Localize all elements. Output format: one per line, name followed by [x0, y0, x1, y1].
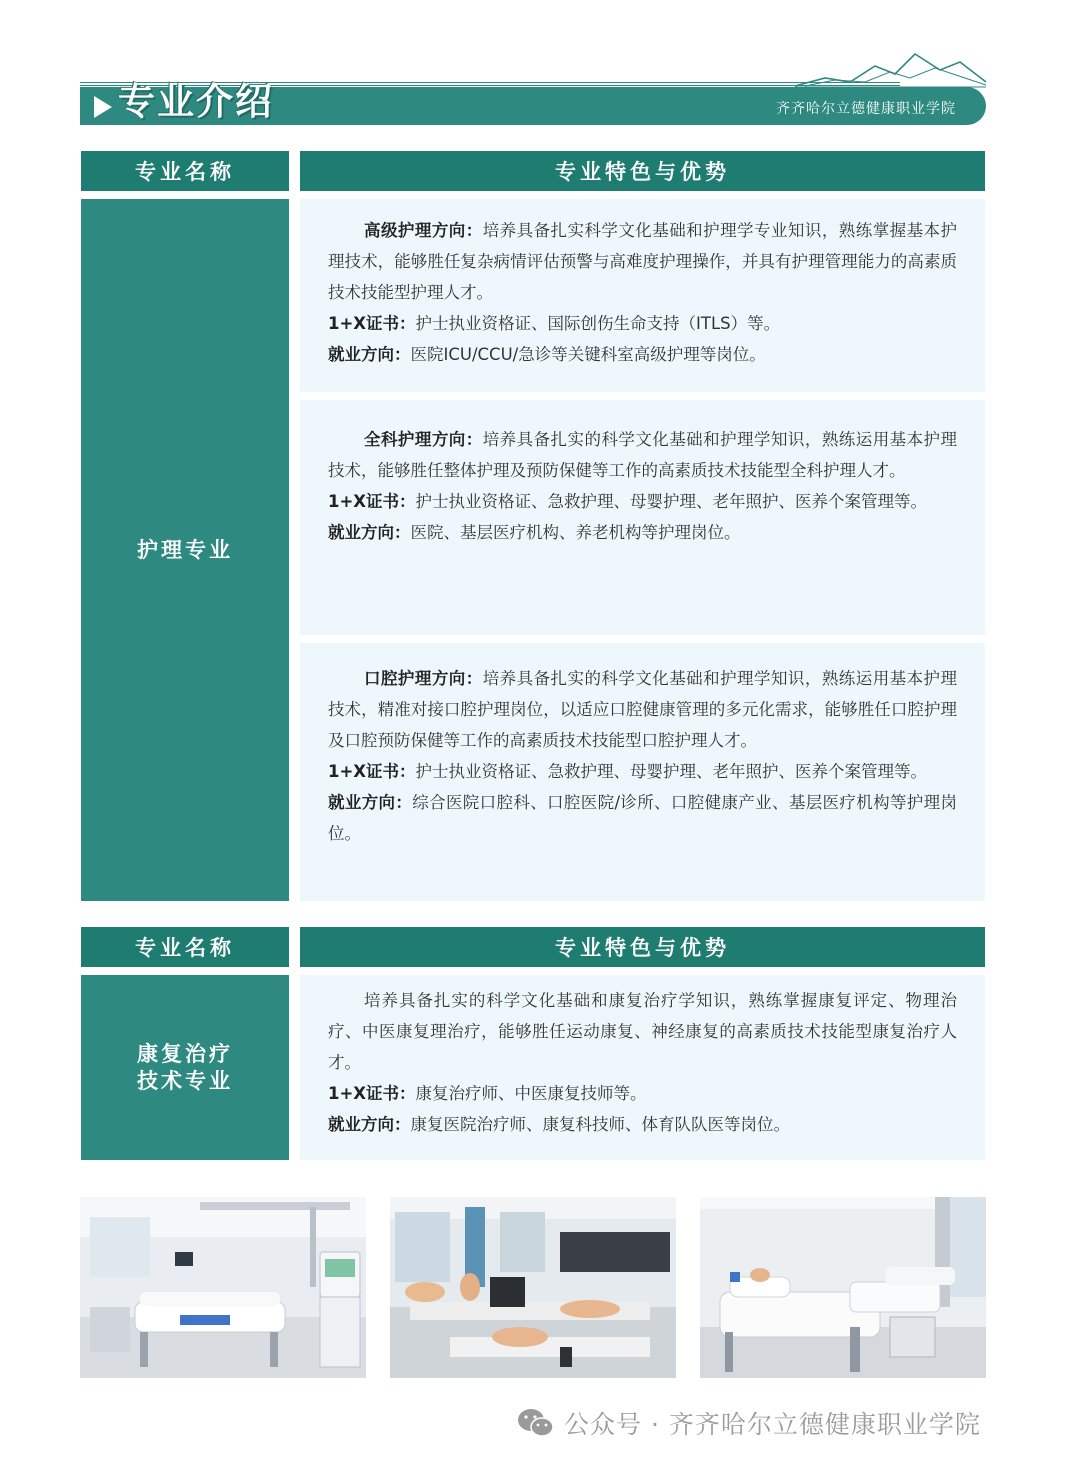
photo-icu-ward — [80, 1197, 366, 1378]
photo-nursing-ward — [700, 1197, 986, 1378]
major-name-line2: 技术专业 — [137, 1068, 233, 1093]
header-major-feature: 专业特色与优势 — [300, 151, 985, 191]
cert-text: 护士执业资格证、急救护理、母婴护理、老年照护、医养个案管理等。 — [415, 762, 928, 781]
banner-title: 专业介绍 — [118, 80, 274, 123]
block-body: 培养具备扎实的科学文化基础和护理学知识，熟练运用基本护理技术，能够胜任整体护理及预防保健等工作的高素质技术技能型全科护理人才。 — [328, 430, 958, 480]
header-major-name: 专业名称 — [81, 151, 289, 191]
cert-label: 1+X证书： — [328, 492, 416, 511]
cert-label: 1+X证书： — [328, 314, 416, 333]
cert-text: 康复治疗师、中医康复技师等。 — [415, 1084, 647, 1103]
banner-school-name: 齐齐哈尔立德健康职业学院 — [776, 101, 956, 117]
cert-text: 护士执业资格证、急救护理、母婴护理、老年照护、医养个案管理等。 — [415, 492, 928, 511]
job-label: 就业方向： — [328, 793, 413, 812]
block-job — [328, 517, 957, 548]
job-text: 医院、基层医疗机构、养老机构等护理岗位。 — [410, 523, 741, 542]
photo-training-lab — [390, 1197, 676, 1378]
block-cert — [328, 486, 957, 517]
block-description — [328, 663, 957, 756]
block-body: 培养具备扎实的科学文化基础和护理学知识，熟练运用基本护理技术，精准对接口腔护理岗位，以适应口腔健康管理的多元化需求，能够胜任口腔护理及口腔预防保健等工作的高素质技术技能型口腔护理人才。 — [328, 669, 958, 750]
job-label: 就业方向： — [328, 1115, 411, 1134]
major-name-line1: 康复治疗 — [137, 1041, 233, 1066]
job-text: 医院ICU/CCU/急诊等关键科室高级护理等岗位。 — [410, 345, 766, 364]
block-job — [328, 339, 957, 370]
header-major-name: 专业名称 — [81, 927, 289, 967]
block-cert — [328, 1078, 957, 1109]
rehab-block — [300, 975, 985, 1160]
job-label: 就业方向： — [328, 345, 411, 364]
cert-label: 1+X证书： — [328, 1084, 416, 1103]
section-banner — [80, 52, 986, 128]
job-label: 就业方向： — [328, 523, 411, 542]
nursing-general-block — [300, 400, 985, 635]
cert-text: 护士执业资格证、国际创伤生命支持（ITLS）等。 — [415, 314, 781, 333]
block-lead: 全科护理方向： — [364, 430, 483, 449]
block-description: 培养具备扎实的科学文化基础和康复治疗学知识，熟练掌握康复评定、物理治疗、中医康复理治疗，能够胜任运动康复、神经康复的高素质技术技能型康复治疗人才。 — [328, 991, 957, 1072]
wechat-icon — [516, 1407, 556, 1439]
major-name-nursing — [81, 199, 289, 901]
major-name-rehab — [81, 975, 289, 1160]
block-lead: 口腔护理方向： — [364, 669, 483, 688]
major-name-text: 护理专业 — [137, 537, 233, 562]
job-text: 康复医院治疗师、康复科技师、体育队队医等岗位。 — [410, 1115, 790, 1134]
block-description — [328, 215, 957, 308]
block-body: 培养具备扎实科学文化基础和护理学专业知识，熟练掌握基本护理技术，能够胜任复杂病情评估预警与高难度护理操作，并具有护理管理能力的高素质技术技能型护理人才。 — [328, 221, 958, 302]
play-arrow-icon — [94, 96, 112, 118]
cert-label: 1+X证书： — [328, 762, 416, 781]
header-major-feature: 专业特色与优势 — [300, 927, 985, 967]
footer-text: 公众号 · 齐齐哈尔立德健康职业学院 — [564, 1410, 981, 1439]
job-text: 综合医院口腔科、口腔医院/诊所、口腔健康产业、基层医疗机构等护理岗位。 — [328, 793, 957, 843]
nursing-oral-block — [300, 643, 985, 901]
footer-wechat-account — [516, 1403, 981, 1443]
block-job — [328, 787, 957, 849]
nursing-advanced-block — [300, 199, 985, 392]
block-job — [328, 1109, 957, 1140]
block-cert — [328, 308, 957, 339]
block-description — [328, 424, 957, 486]
block-cert — [328, 756, 957, 787]
block-lead: 高级护理方向： — [364, 221, 483, 240]
